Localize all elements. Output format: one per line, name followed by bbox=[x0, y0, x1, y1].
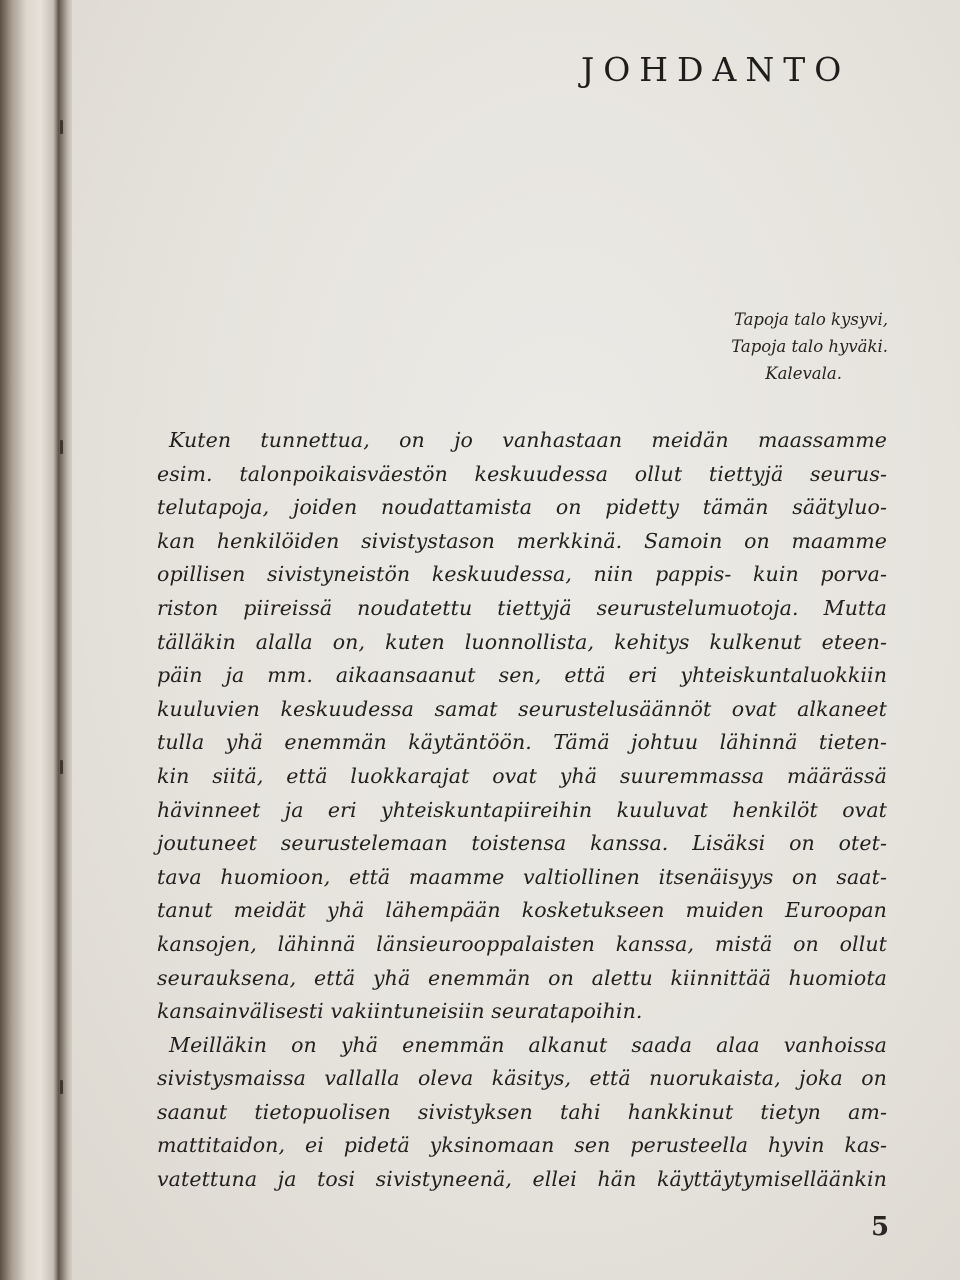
text-line: mattitaidon, ei pidetä yksinomaan sen perusteella hyvin kas- bbox=[157, 1133, 887, 1158]
chapter-heading: JOHDANTO bbox=[581, 50, 851, 89]
text-line: esim. talonpoikaisväestön keskuudessa ollut tiettyjä seurus- bbox=[157, 461, 887, 486]
binding-stitch bbox=[60, 440, 63, 454]
text-line: tälläkin alalla on, kuten luonnollista, kehitys kulkenut eteen- bbox=[157, 629, 887, 654]
binding-stitch bbox=[60, 760, 63, 774]
text-line: hävinneet ja eri yhteiskuntapiireihin kuuluvat henkilöt ovat bbox=[157, 797, 887, 822]
binding-stitch bbox=[60, 120, 63, 134]
text-line: kin siitä, että luokkarajat ovat yhä suuremmassa määrässä bbox=[157, 763, 887, 788]
left-page-edge bbox=[0, 0, 58, 1280]
epigraph-line: Tapoja talo kysyvi, bbox=[733, 310, 888, 329]
text-line: sivistysmaissa vallalla oleva käsitys, että nuorukaista, joka on bbox=[157, 1066, 887, 1091]
text-line: seurauksena, että yhä enemmän on alettu kiinnittää huomiota bbox=[157, 965, 887, 990]
text-line: tava huomioon, että maamme valtiollinen itsenäisyys on saat- bbox=[157, 864, 887, 889]
text-line: joutuneet seurustelemaan toistensa kanssa. Lisäksi on otet- bbox=[157, 831, 887, 856]
text-line: tanut meidät yhä lähempään kosketukseen muiden Euroopan bbox=[157, 898, 887, 923]
epigraph-line: Tapoja talo hyväki. bbox=[731, 337, 888, 356]
body-text bbox=[157, 424, 887, 1197]
text-line: tulla yhä enemmän käytäntöön. Tämä johtuu lähinnä tieten- bbox=[157, 730, 887, 755]
text-line: päin ja mm. aikaansaanut sen, että eri yhteiskuntaluokkiin bbox=[157, 663, 887, 688]
text-line: kuuluvien keskuudessa samat seurustelusäännöt ovat alkaneet bbox=[157, 696, 887, 721]
text-line: opillisen sivistyneistön keskuudessa, niin pappis- kuin porva- bbox=[157, 562, 887, 587]
epigraph-source: Kalevala. bbox=[765, 364, 842, 383]
text-line: Meilläkin on yhä enemmän alkanut saada alaa vanhoissa bbox=[169, 1032, 887, 1057]
text-line: Kuten tunnettua, on jo vanhastaan meidän maassamme bbox=[169, 428, 887, 452]
binding-stitch bbox=[60, 1080, 63, 1094]
text-line: riston piireissä noudatettu tiettyjä seurustelumuotoja. Mutta bbox=[157, 595, 887, 620]
text-line: vatettuna ja tosi sivistyneenä, ellei hän käyttäytymiselläänkin bbox=[157, 1167, 887, 1192]
epigraph bbox=[731, 306, 888, 387]
text-line: saanut tietopuolisen sivistyksen tahi hankkinut tietyn am- bbox=[157, 1099, 887, 1124]
text-line: telutapoja, joiden noudattamista on pidetty tämän säätyluo- bbox=[157, 495, 887, 520]
text-line: kansojen, lähinnä länsieurooppalaisten kanssa, mistä on ollut bbox=[157, 931, 887, 956]
text-line: kan henkilöiden sivistystason merkkinä. Samoin on maamme bbox=[157, 528, 887, 553]
text-line: kansainvälisesti vakiintuneisiin seuratapoihin. bbox=[157, 999, 643, 1024]
page-number: 5 bbox=[871, 1212, 890, 1242]
